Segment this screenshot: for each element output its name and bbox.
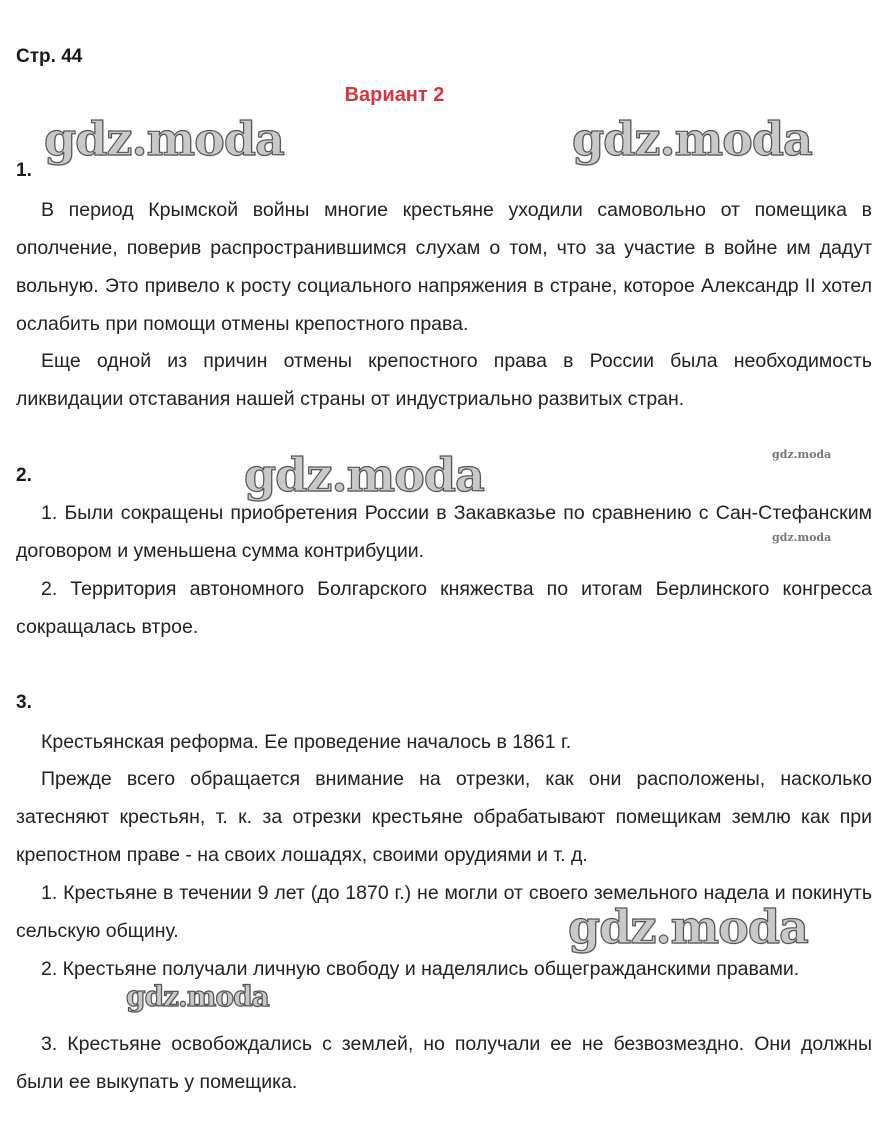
section-3-paragraph-1: Крестьянская реформа. Ее проведение началось в 1861 г. xyxy=(41,731,572,753)
watermark-small: gdz.moda xyxy=(772,448,832,461)
section-3-paragraph-2: Прежде всего обращается внимание на отрезки, как они расположены, насколько затесняют крестьян, т. к. за отрезки крестьяне обрабатывают помещикам землю как при крепостном праве - на своих лошадях, своими орудиями и т. д. xyxy=(16,768,872,866)
watermark-small: gdz.moda xyxy=(772,531,832,544)
watermark: gdz.moda xyxy=(572,112,812,166)
section-number-2: 2. xyxy=(16,465,32,486)
section-number-3: 3. xyxy=(16,692,32,713)
section-1-paragraph-1: В период Крымской войны многие крестьяне уходили самовольно от помещика в ополчение, поверив распространившимся слухам о том, что за участие в войне им дадут вольную. Это привело к росту социального напряжения в стране, которое Александр II хотел ослабить при помощи отмены крепостного права. xyxy=(16,199,872,335)
watermark: gdz.moda xyxy=(244,448,484,502)
page-reference: Стр. 44 xyxy=(16,46,83,67)
watermark: gdz.moda xyxy=(44,112,284,166)
watermark: gdz.moda xyxy=(568,900,808,954)
section-2-paragraph-2: 2. Территория автономного Болгарского княжества по итогам Берлинского конгресса сокращалась втрое. xyxy=(16,578,872,638)
section-3-paragraph-3: 1. Крестьяне в течении 9 лет (до 1870 г.) не могли от своего земельного надела и покинуть сельскую общину. xyxy=(16,882,872,942)
variant-title: Вариант 2 xyxy=(344,84,445,106)
section-3-paragraph-4: 2. Крестьяне получали личную свободу и наделялись общегражданскими правами. xyxy=(41,958,800,980)
section-2-paragraph-1: 1. Были сокращены приобретения России в Закавказье по сравнению с Сан-Стефанским договором и уменьшена сумма контрибуции. xyxy=(16,502,872,562)
section-number-1: 1. xyxy=(16,160,32,181)
watermark: gdz.moda xyxy=(126,980,269,1013)
section-3-paragraph-5: 3. Крестьяне освобождались с землей, но получали ее не безвозмездно. Они должны были ее выкупать у помещика. xyxy=(16,1033,872,1093)
section-1-paragraph-2: Еще одной из причин отмены крепостного права в России была необходимость ликвидации отставания нашей страны от индустриально развитых стран. xyxy=(16,350,872,410)
